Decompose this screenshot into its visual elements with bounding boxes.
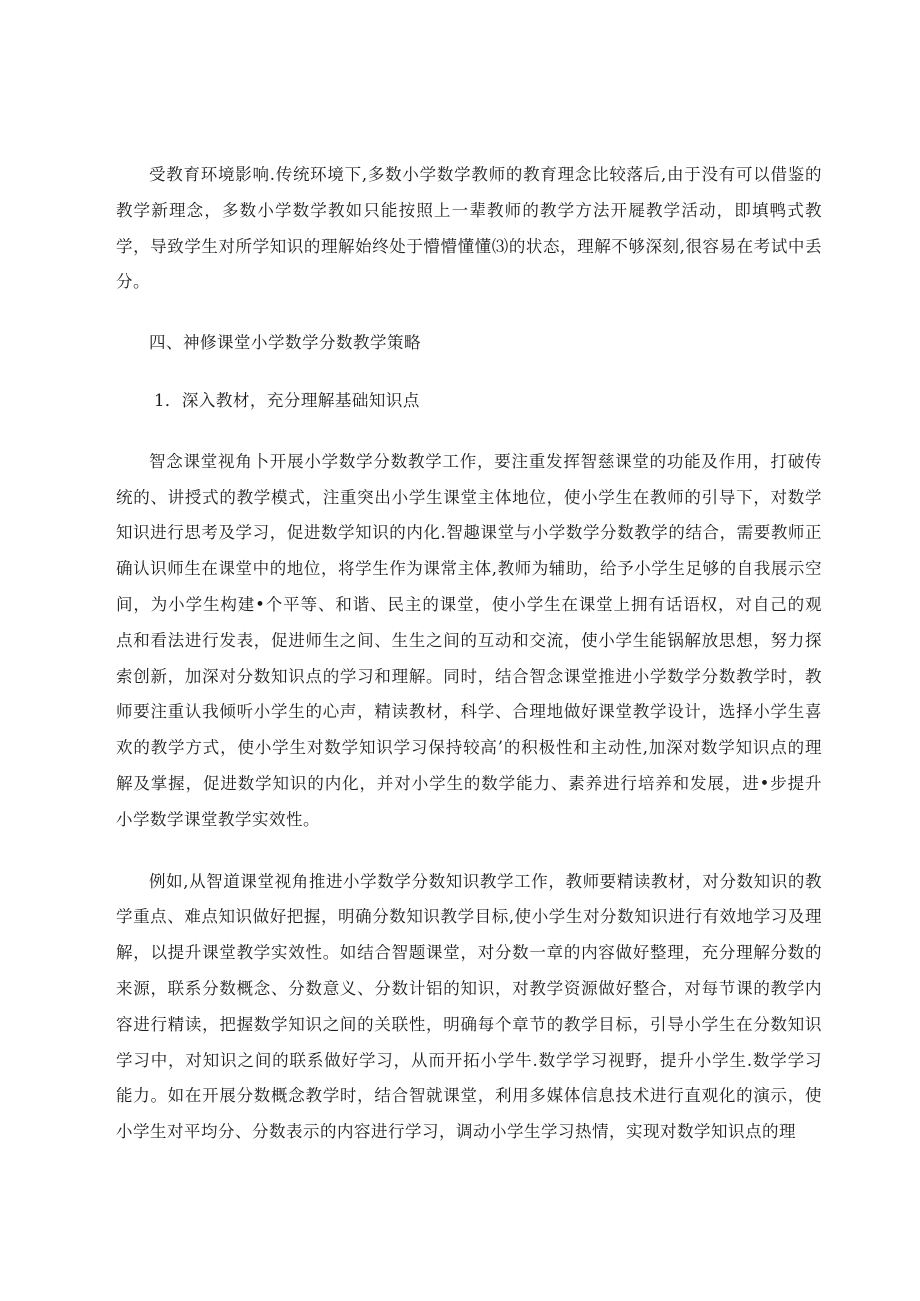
subsection-heading: 1．深入教材，充分理解基础知识点: [153, 390, 420, 410]
intro-paragraph: 受教育环境影响.传统环境下,多数小学数学教师的教育理念比较落后,由于没有可以借鉴的教学新理念，多数小学数学教如只能按照上一辈教师的教学方法开屣教学活动，即填鸭式教学，导致学生对所学知识的理解始终处于懵懵懂懂⑶的状态，理解不够深刻,很容易在考试中丢分。: [116, 165, 822, 292]
document-body: [116, 157, 822, 1150]
body-paragraph-2: 例如,从智道课堂视角推进小学数学分数知识教学工作，教师要精读教材，对分数知识的教学重点、难点知识做好把握，明确分数知识教学目标,使小学生对分数知识进行有效地学习及理解，以提升课堂教学实效性。如结合智题课堂，对分数一章的内容做好整理，充分理解分数的来源，联系分数概念、分数意义、分数计铝的知识，对教学资源做好整合，对每节课的教学内容进行精读，把握数学知识之间的关联性，明确每个章节的教学目标，引导小学生在分数知识学习中，对知识之间的联系做好学习，从而开拓小学牛.数学学习视野，提升小学生.数学学习能力。如在开展分数概念教学时，结合智就课堂，利用多媒体信息技术进行直观化的演示，使小学生对平均分、分数表示的内容进行学习，调动小学生学习热情，实现对数学知识点的理: [116, 871, 822, 1142]
body-paragraph-1: 智念课堂视角卜开展小学数学分数教学工作，要注重发挥智慈课堂的功能及作用，打破传统的、讲授式的教学模式，注重突出小学生课堂主体地位，使小学生在教师的引导下，对数学知识进行思考及学习，促进数学知识的内化.智趣课堂与小学数学分数教学的结合，需要教师正确认识师生在课堂中的地位，将学生作为课常主体,教师为辅助，给予小学生足够的自我展示空间，为小学生构建•个平等、和谐、民主的课堂，使小学生在课堂上拥有话语权，对自己的观点和看法进行发表，促进师生之间、生生之间的互动和交流，使小学生能锅解放思想，努力探索创新，加深对分数知识点的学习和理解。同时，结合智念课堂推进小学数学分数教学时，教师要注重认我倾听小学生的心声，精读教材，科学、合理地做好课堂教学设计，选择小学生喜欢的教学方式，使小学生对数学知识学习保持较高’的积极性和主动性,加深对数学知识点的理解及掌握，促进数学知识的内化，并对小学生的数学能力、素养进行培养和发展，进•步提升小学数学课堂教学实效性。: [116, 451, 822, 829]
section-heading: 四、神修课堂小学数学分数教学策略: [149, 333, 421, 353]
